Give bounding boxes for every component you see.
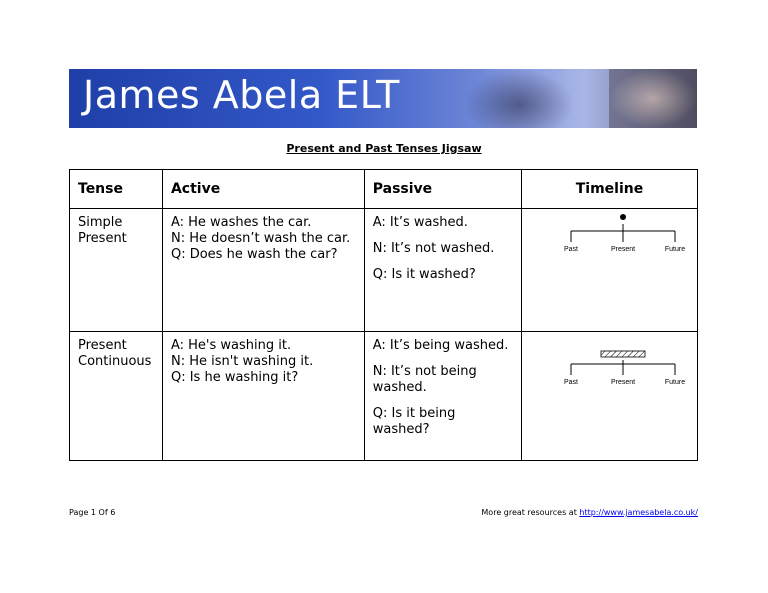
tense-cell [70, 209, 163, 332]
table-header-row [70, 170, 698, 209]
timeline-label-future: Future [664, 246, 686, 253]
timeline-label-past: Past [563, 246, 578, 253]
header-tense: Tense [70, 170, 163, 209]
passive-affirmative: A: It’s washed. [372, 215, 468, 230]
tense-cell [70, 332, 163, 461]
header-passive: Passive [364, 170, 521, 209]
active-question: Q: Does he wash the car? [170, 247, 338, 262]
passive-question: Q: Is it washed? [372, 267, 476, 282]
banner-photo-face [609, 69, 697, 128]
tense-line: Continuous [78, 354, 152, 369]
banner-title: James Abela ELT [83, 73, 400, 117]
tense-line: Present [78, 231, 127, 246]
active-affirmative: A: He's washing it. [170, 338, 292, 353]
timeline-cell [521, 332, 697, 461]
tenses-table [69, 169, 698, 461]
active-cell [162, 209, 364, 332]
table-row [70, 209, 698, 332]
tense-line: Present [78, 338, 127, 353]
active-affirmative: A: He washes the car. [170, 215, 312, 230]
timeline-label-past: Past [563, 379, 578, 386]
timeline-continuous [522, 332, 697, 392]
header-timeline: Timeline [521, 170, 697, 209]
banner-photo-shade [464, 69, 574, 128]
timeline-present-dot [620, 214, 626, 220]
document-title: Present and Past Tenses Jigsaw [286, 142, 482, 155]
active-question: Q: Is he washing it? [170, 370, 299, 385]
passive-cell [364, 332, 521, 461]
passive-negative: N: It’s not being washed. [372, 364, 477, 395]
active-negative: N: He doesn’t wash the car. [170, 231, 351, 246]
passive-cell [364, 209, 521, 332]
timeline-progress-bar [601, 351, 645, 357]
table-row [70, 332, 698, 461]
timeline-simple [522, 209, 697, 269]
timeline-label-future: Future [664, 379, 686, 386]
tense-line: Simple [78, 215, 123, 230]
footer-resources-text: More great resources at [481, 508, 580, 517]
passive-question: Q: Is it being washed? [372, 406, 456, 437]
header-banner [69, 69, 697, 128]
active-cell [162, 332, 364, 461]
footer-resources [481, 508, 698, 517]
timeline-cell [521, 209, 697, 332]
page-number: Page 1 Of 6 [69, 508, 116, 517]
website-link[interactable]: http://www.jamesabela.co.uk/ [579, 508, 698, 517]
active-negative: N: He isn't washing it. [170, 354, 314, 369]
passive-affirmative: A: It’s being washed. [372, 338, 509, 353]
passive-negative: N: It’s not washed. [372, 241, 495, 256]
header-active: Active [162, 170, 364, 209]
timeline-label-present: Present [610, 379, 636, 386]
timeline-label-present: Present [610, 246, 636, 253]
